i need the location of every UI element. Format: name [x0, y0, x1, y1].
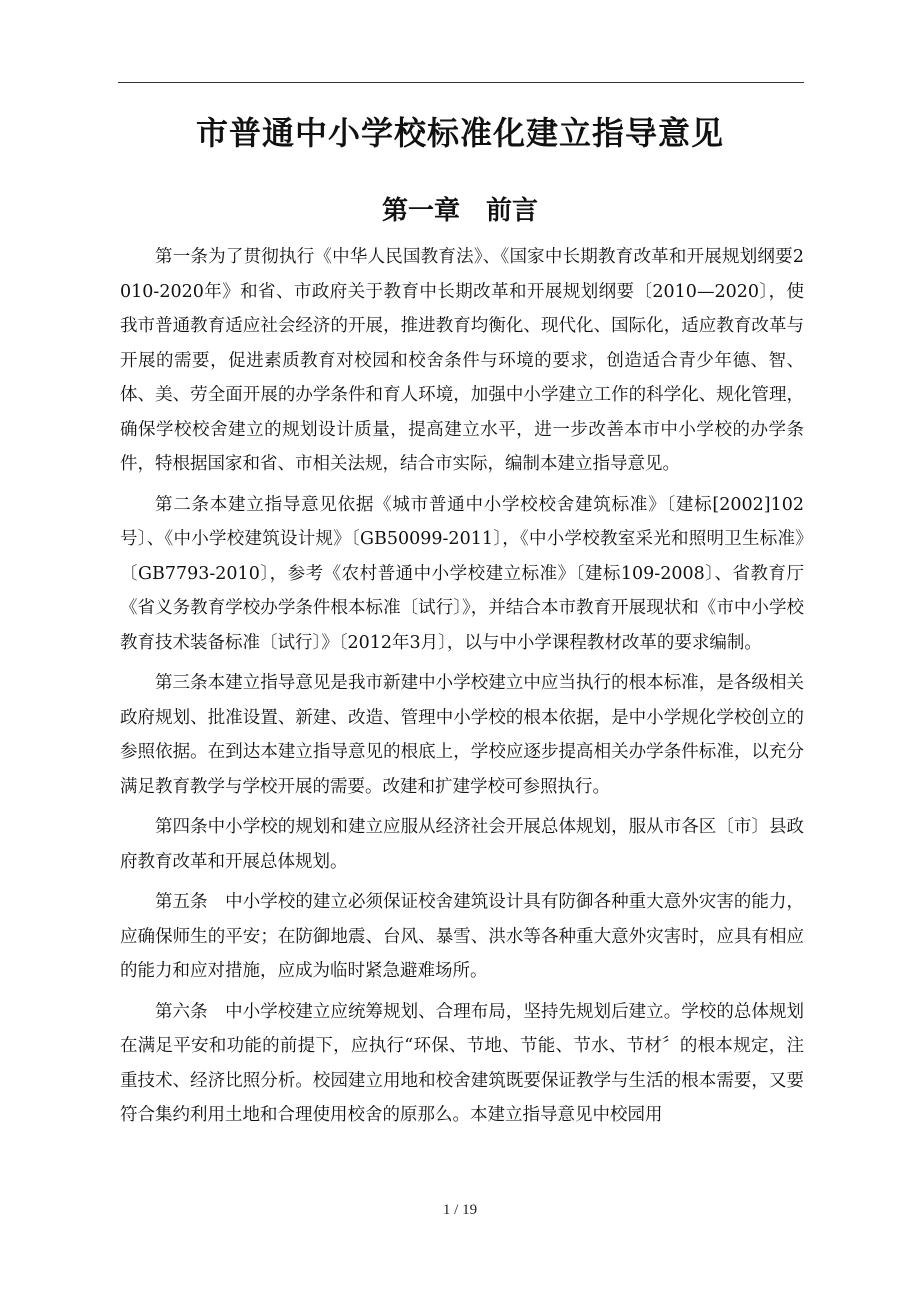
document-body: [120, 240, 804, 1139]
paragraph-article-4: 第四条中小学校的规划和建立应服从经济社会开展总体规划，服从市各区〔市〕县政府教育改革和开展总体规划。: [120, 817, 804, 872]
document-title: 市普通中小学校标准化建立指导意见: [195, 114, 724, 152]
paragraph-article-1: 第一条为了贯彻执行《中华人民国教育法》、《国家中长期教育改革和开展规划纲要2010-2020年》和省、市政府关于教育中长期改革和开展规划纲要〔2010—2020〕，使我市普通教育适应社会经济的开展，推进教育均衡化、现代化、国际化，适应教育改革与开展的需要，促进素质教育对校园和校舍条件与环境的要求，创造适合青少年德、智、体、美、劳全面开展的办学条件和育人环境，加强中小学建立工作的科学化、规化管理，确保学校校舍建立的规划设计质量，提高建立水平，进一步改善本市中小学校的办学条件，特根据国家和省、市相关法规，结合市实际，编制本建立指导意见。: [120, 247, 804, 474]
chapter-title: 第一章 前言: [381, 196, 538, 226]
paragraph-article-5: 第五条 中小学校的建立必须保证校舍建筑设计具有防御各种重大意外灾害的能力，应确保师生的平安；在防御地震、台风、暴雪、洪水等各种重大意外灾害时，应具有相应的能力和应对措施，应成为临时紧急避难场所。: [120, 892, 804, 981]
page-number: 1 / 19: [442, 1202, 478, 1218]
header-rule: [118, 82, 804, 83]
paragraph-article-2: 第二条本建立指导意见依据《城市普通中小学校校舍建筑标准》〔建标[2002]102号〕、《中小学校建筑设计规》〔GB50099-2011〕，《中小学校教室采光和照明卫生标准》〔GB7793-2010〕，参考《农村普通中小学校建立标准》〔建标109-2008〕、省教育厅《省义务教育学校办学条件根本标准〔试行〕》，并结合本市教育开展现状和《市中小学校教育技术装备标准〔试行〕》〔2012年3月〕，以与中小学课程教材改革的要求编制。: [120, 494, 804, 653]
paragraph-article-6: 第六条 中小学校建立应统筹规划、合理布局，坚持先规划后建立。学校的总体规划在满足平安和功能的前提下，应执行“环保、节地、节能、节水、节材〞的根本规定，注重技术、经济比照分析。校园建立用地和校舍建筑既要保证教学与生活的根本需要，又要符合集约利用土地和合理使用校舍的原那么。本建立指导意见中校园用: [120, 1001, 804, 1125]
paragraph-article-3: 第三条本建立指导意见是我市新建中小学校建立中应当执行的根本标准，是各级相关政府规划、批准设置、新建、改造、管理中小学校的根本依据，是中小学规化学校创立的参照依据。在到达本建立指导意见的根底上，学校应逐步提高相关办学条件标准，以充分满足教育教学与学校开展的需要。改建和扩建学校可参照执行。: [120, 673, 804, 797]
